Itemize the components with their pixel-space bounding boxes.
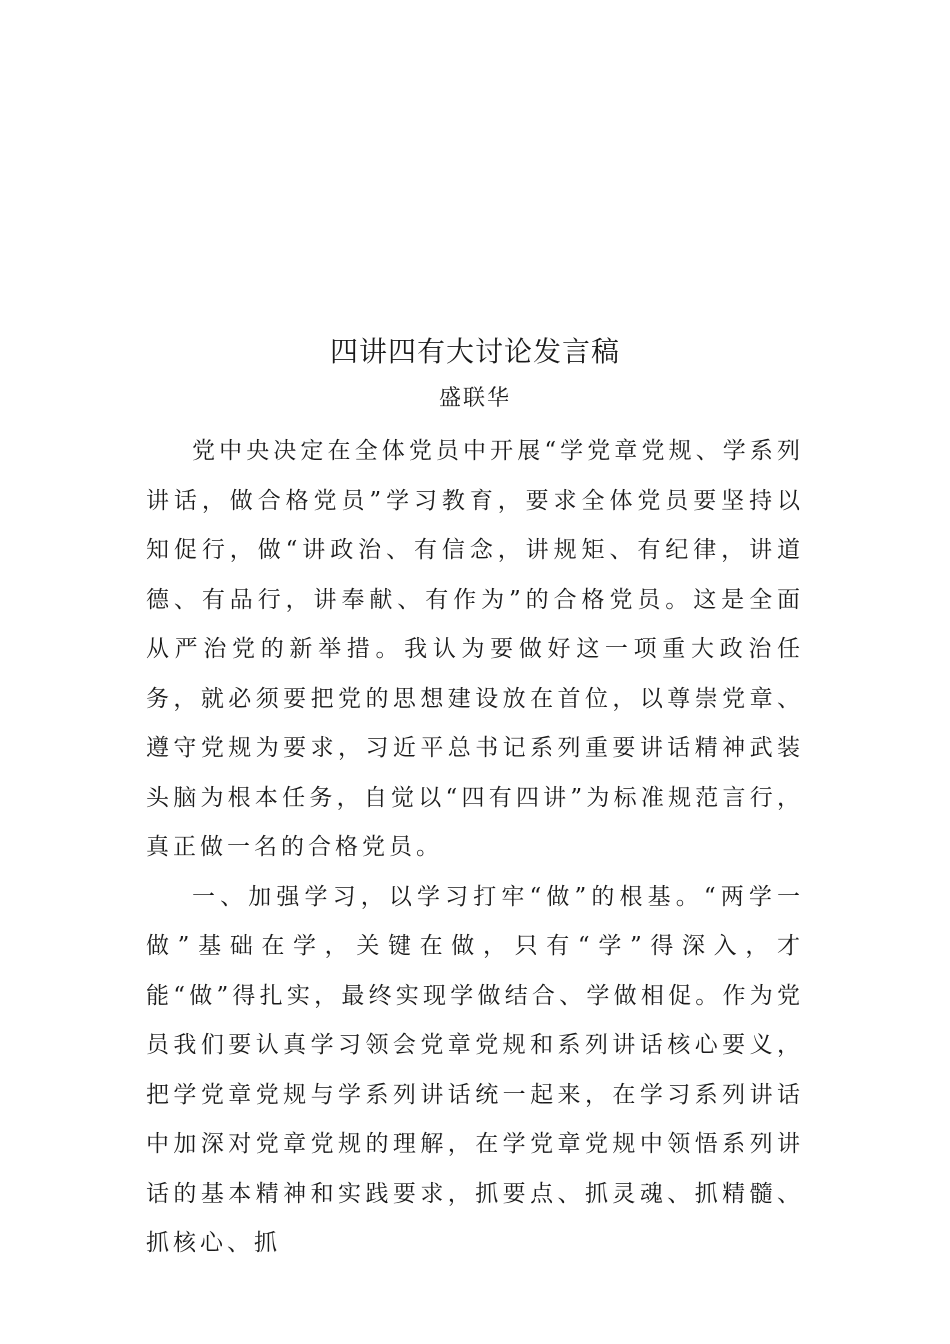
document-title: 四讲四有大讨论发言稿 bbox=[329, 335, 620, 368]
document-body bbox=[146, 427, 804, 1269]
paragraph: 党中央决定在全体党员中开展“学党章党规、学系列讲话，做合格党员”学习教育，要求全体党员要坚持以知促行，做“讲政治、有信念，讲规矩、有纪律，讲道德、有品行，讲奉献、有作为”的合格党员。这是全面从严治党的新举措。我认为要做好这一项重大政治任务，就必须要把党的思想建设放在首位，以尊崇党章、遵守党规为要求，习近平总书记系列重要讲话精神武装头脑为根本任务，自觉以“四有四讲”为标准规范言行，真正做一名的合格党员。 bbox=[146, 438, 804, 860]
paragraph: 一、加强学习，以学习打牢“做”的根基。“两学一做”基础在学，关键在做，只有“学”得深入，才能“做”得扎实，最终实现学做结合、学做相促。作为党员我们要认真学习领会党章党规和系列讲话核心要义，把学党章党规与学系列讲话统一起来，在学习系列讲话中加深对党章党规的理解，在学党章党规中领悟系列讲话的基本精神和实践要求，抓要点、抓灵魂、抓精髓、抓核心、抓 bbox=[146, 883, 804, 1256]
document-author: 盛联华 bbox=[438, 386, 511, 411]
